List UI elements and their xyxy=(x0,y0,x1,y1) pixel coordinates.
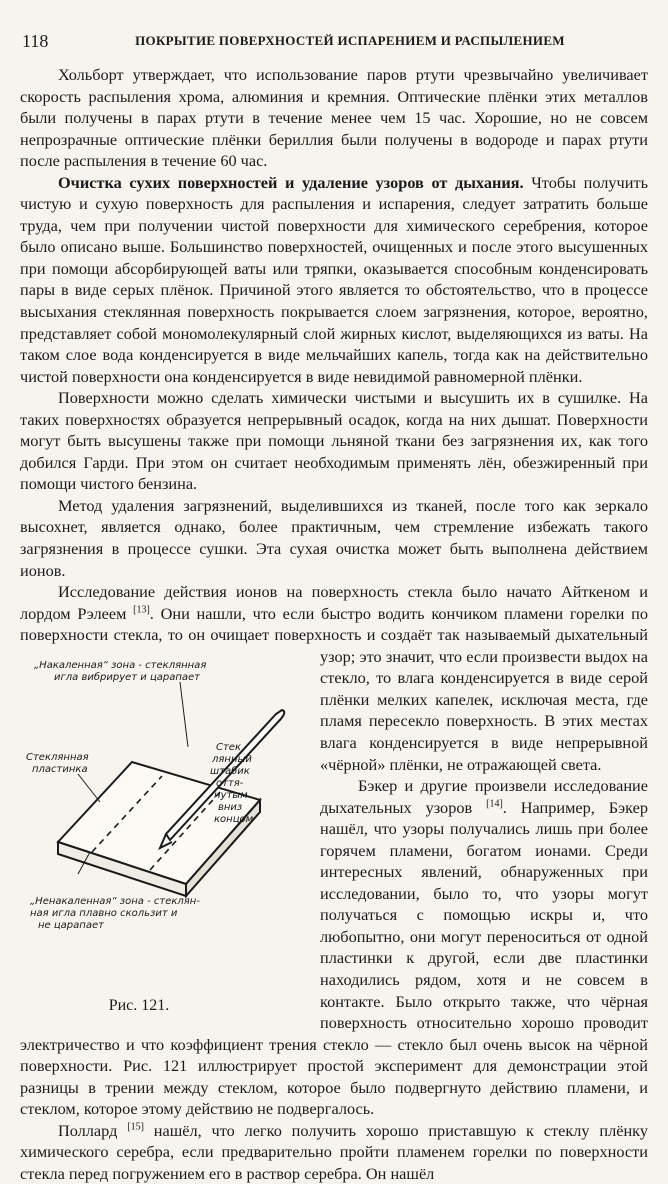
label-rod-5: нутым xyxy=(214,789,248,801)
reference-15: [15] xyxy=(127,1121,144,1133)
paragraph-5: Исследование действия ионов на поверхность стекла было начато Айткеном и лордом Рэлеем [13]. Они нашли, что если быстро водить кончиком пламени горелки по поверхности стекла, то он очищает поверхность и создаёт так называемый дыхательный узор; „Накаленная“ зона - стеклянная игла вибрирует и царапает Стеклянная пластинка Стек лянный штабик оття- нутым вниз концом „Ненакаленная“ зона - стеклян- ная игла плавно скользит и не царапает Рис. 121. это значит, что если произвести выдох на стекло, то влага конденсируется в виде серой плёнки мелких капелек, исключая места, где пламя пересекло поверхность. В этих местах влага конденсируется в виде непрерывной «чёрной» плёнки, не отражающей света. xyxy=(20,581,648,775)
label-heated-zone-2: игла вибрирует и царапает xyxy=(54,671,201,683)
label-rod-7: концом xyxy=(214,813,254,825)
paragraph-5-part-1: . Они нашли, что если быстро водить кончиком пламени горелки по поверхности стекла, то он очищает поверхность и создаёт так называемый дыхательный узор; xyxy=(20,603,648,666)
figure-caption: Рис. 121. xyxy=(108,996,170,1014)
paragraph-4: Метод удаления загрязнений, выделившихся из тканей, после того как зеркало высохнет, является однако, более практичным, чем стремление избежать такого загрязнения в процессе сушки. Эта сухая очистка может быть выполнена действием ионов. xyxy=(20,495,648,580)
label-plate-1: Стеклянная xyxy=(26,751,89,763)
figure-121-drawing xyxy=(20,652,310,997)
label-unheated-zone-3: не царапает xyxy=(38,919,104,931)
page-number: 118 xyxy=(22,30,49,51)
figure-121 xyxy=(20,646,310,1024)
paragraph-7: Поллард [15] нашёл, что легко получить хорошо приставшую к стеклу плёнку химического серебра, если предварительно пройти пламенем горелки по поверхности стекла перед погружением его в раствор серебра. Он нашёл xyxy=(20,1120,648,1183)
paragraph-2 xyxy=(20,172,648,387)
leader-line xyxy=(180,682,188,747)
running-title: ПОКРЫТИЕ ПОВЕРХНОСТЕЙ ИСПАРЕНИЕМ И РАСПЫЛЕНИЕМ xyxy=(135,33,565,48)
reference-14: [14] xyxy=(486,798,503,810)
paragraph-1: Хольборт утверждает, что использование паров ртути чрезвычайно увеличивает скорость распыления хрома, алюминия и кремния. Оптические плёнки этих металлов были получены в парах ртути в течение менее чем 15 час. Хорошие, но не совсем непрозрачные оптические плёнки бериллия были получены в водороде и парах ртути после распыления в течение 60 час. xyxy=(20,65,648,171)
paragraph-5-part-2: это значит, что если произвести выдох на стекло, то влага конденсируется в виде серой плёнки мелких капелек, исключая места, где пламя пересекло поверхность. В этих местах влага конденсируется в виде непрерывной «чёрной» плёнки, не отражающей света. xyxy=(320,646,648,774)
paragraph-6: Бэкер и другие произвели исследование дыхательных узоров [14]. Например, Бэкер нашёл, что узоры получались лишь при более горячем пламени, богатом ионами. Среди интересных явлений, обнаруженных при исследовании, было то, что узоры могут получаться с помощью искры и, что любопытно, они могут переноситься от одной пластинки к другой, если две пластинки находились рядом, хотя и не совсем в контакте. Было открыто также, что чёрная поверхность относительно хорошо проводит электричество и что коэффициент трения стекло — стекло был очень высок на чёрной поверхности. Рис. 121 иллюстрирует простой эксперимент для демонстрации этой разницы в трении между стеклом, которое было подвергнуто действию пламени, и стеклом, которое этому действию не подвергалось. xyxy=(20,776,649,1119)
paragraph-2-body: Чтобы получить чистую и сухую поверхность для распыления и испарения, следует затратить больше труда, чем при получении чистой поверхности для химического серебрения, которое было описано выше. Большинство поверхностей, очищенных и после этого высушенных при помощи абсорбирующей ваты или тряпки, оказывается способным конденсировать пары в виде серых плёнок. Причиной этого является то обстоятельство, что в процессе высыхания стеклянная поверхность покрывается слоем загрязнения, которое, вероятно, представляет собой мономолекулярный слой жирных кислот, выделяющихся из ваты. На таком слое вода конденсируется в виде мельчайших капель, тогда как на действительно чистой поверхности она конденсируется в виде невидимой равномерной плёнки. xyxy=(20,172,649,386)
label-rod-1: Стек xyxy=(216,741,241,753)
label-unheated-zone-2: ная игла плавно скользит и xyxy=(30,907,178,919)
label-rod-6: вниз xyxy=(218,801,243,813)
label-heated-zone-1: „Накаленная“ зона - стеклянная xyxy=(34,659,207,671)
label-rod-2: лянный xyxy=(212,753,252,765)
body-text xyxy=(20,64,648,1184)
label-plate-2: пластинка xyxy=(32,763,88,775)
label-rod-3: штабик xyxy=(210,765,250,777)
section-heading: Очистка сухих поверхностей и удаление узоров от дыхания. xyxy=(58,172,524,192)
paragraph-3: Поверхности можно сделать химически чистыми и высушить их в сушилке. На таких поверхностях образуется непрерывный осадок, когда на них дышат. Поверхности могут быть высушены также при помощи льняной ткани без загрязнения их, как того добился Гарди. При этом он считает необходимым применять лён, обезжиренный при помощи чистого бензина. xyxy=(20,388,648,494)
reference-13: [13] xyxy=(133,604,150,616)
label-rod-4: оття- xyxy=(216,777,244,789)
page-header xyxy=(22,30,648,52)
label-unheated-zone-1: „Ненакаленная“ зона - стеклян- xyxy=(30,895,200,907)
